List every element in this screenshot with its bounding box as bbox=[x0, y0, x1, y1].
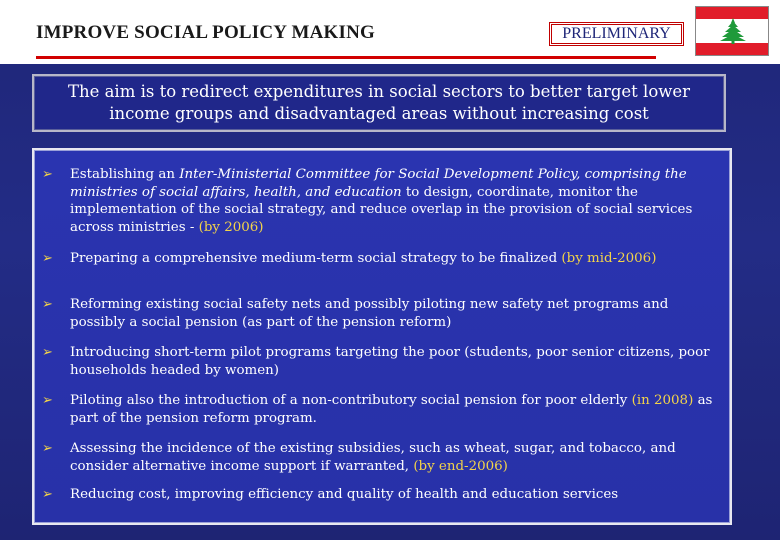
measure-item bbox=[42, 166, 722, 236]
aim-statement bbox=[58, 81, 700, 125]
preliminary-badge: PRELIMINARY bbox=[549, 22, 684, 46]
measure-text: Reforming existing social safety nets and possibly piloting new safety net programs and possibly a social pension (as part of the pension reform) bbox=[70, 297, 669, 330]
measure-item bbox=[42, 250, 722, 268]
measure-text: Assessing the incidence of the existing subsidies, such as wheat, sugar, and tobacco, and consider alternative income support if warranted, (by end-2006) bbox=[70, 441, 676, 474]
arrow-bullet-icon: ➢ bbox=[42, 441, 53, 456]
measure-text: Establishing an Inter-Ministerial Committee for Social Development Policy, comprising the ministries of social affairs, health, and education to design, coordinate, monitor the implementation of the social strategy, and reduce overlap in the provision of social services across ministries - (by 2006) bbox=[70, 167, 693, 235]
aim-statement-box bbox=[32, 74, 726, 132]
lebanon-flag-icon bbox=[695, 6, 769, 56]
measure-item bbox=[42, 486, 722, 504]
cedar-icon bbox=[719, 17, 747, 45]
measure-item bbox=[42, 344, 722, 379]
aim-line-1: The aim is to redirect expenditures in social sectors to better target lower bbox=[67, 82, 691, 101]
measure-text: Piloting also the introduction of a non-contributory social pension for poor elderly (in 2008) as part of the pension reform program. bbox=[70, 393, 713, 426]
arrow-bullet-icon: ➢ bbox=[42, 345, 53, 360]
header-divider bbox=[36, 56, 656, 59]
measure-item bbox=[42, 440, 722, 475]
arrow-bullet-icon: ➢ bbox=[42, 251, 53, 266]
measure-text: Preparing a comprehensive medium-term social strategy to be finalized (by mid-2006) bbox=[70, 251, 657, 266]
arrow-bullet-icon: ➢ bbox=[42, 297, 53, 312]
slide-header bbox=[0, 0, 780, 64]
measures-box bbox=[32, 148, 732, 525]
measure-text: Reducing cost, improving efficiency and quality of health and education services bbox=[70, 487, 619, 502]
arrow-bullet-icon: ➢ bbox=[42, 393, 53, 408]
arrow-bullet-icon: ➢ bbox=[42, 167, 53, 182]
arrow-bullet-icon: ➢ bbox=[42, 487, 53, 502]
measure-item bbox=[42, 392, 722, 427]
measure-text: Introducing short-term pilot programs targeting the poor (students, poor senior citizens, poor households headed by women) bbox=[70, 345, 710, 378]
aim-line-2: income groups and disadvantaged areas without increasing cost bbox=[109, 104, 649, 123]
measure-item bbox=[42, 296, 722, 331]
slide-title: IMPROVE SOCIAL POLICY MAKING bbox=[36, 22, 375, 43]
